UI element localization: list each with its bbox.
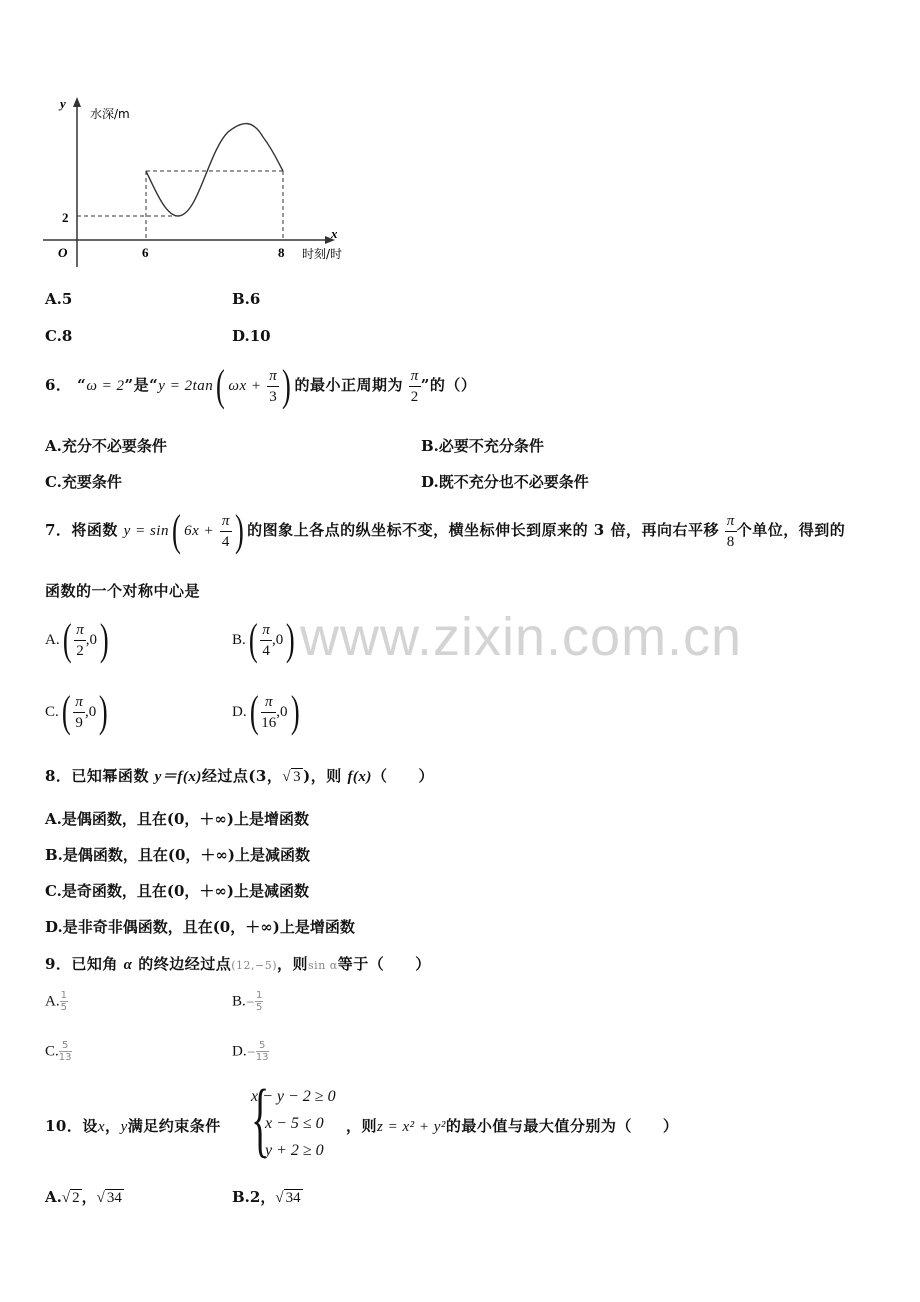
question-8: 8．已知幂函数 y＝f(x)经过点(3，√ 3 )，则 f(x)（ ） [45, 767, 434, 785]
q6-end: ”的（） [420, 376, 477, 394]
q8-option-d[interactable]: D.是非奇非偶函数，且在(0，＋∞)上是增函数 [45, 918, 355, 936]
q6-left-paren: ( [216, 361, 226, 410]
q5-option-c[interactable]: C.8 [45, 327, 73, 345]
q7-option-a[interactable]: A.( $\frac{\pi}{2}$ ,0) [45, 615, 109, 664]
q8-option-c[interactable]: C.是奇函数，且在(0，＋∞)上是减函数 [45, 882, 310, 900]
q6-pi-over-2: $\frac{\pi}{2}$ [410, 367, 419, 405]
q7-pi-over-4: $\frac{\pi}{4}$ [221, 512, 230, 550]
y-axis-letter: y [60, 96, 66, 111]
question-10-tail: ，则z = x² + y²的最小值与最大值分别为（ ） [346, 1117, 679, 1135]
q6-right-paren: ) [282, 361, 292, 410]
x-axis-label: 时刻/时 [302, 247, 343, 261]
q6-argument: ωx + [228, 378, 262, 394]
q7-tail: 个单位，得到的 [736, 521, 846, 539]
q7-option-d[interactable]: D.( $\frac{\pi}{16}$ ,0) [232, 687, 300, 736]
q7-option-b[interactable]: B.( $\frac{\pi}{4}$ ,0) [232, 615, 295, 664]
q5-option-d[interactable]: D.10 [232, 327, 271, 345]
q6-number: 6． [45, 376, 72, 394]
question-6 [45, 361, 477, 410]
question-9: 9．已知角 α 的终边经过点(12,−5)，则sin α等于（ ） [45, 955, 431, 973]
q6-option-d[interactable]: D.既不充分也不必要条件 [421, 473, 589, 491]
q10-brace: { [251, 1073, 270, 1166]
q7-argument: 6x + [184, 523, 215, 539]
q10-option-a[interactable]: A.√ 2 ，√ 34 [45, 1188, 122, 1206]
question-7 [45, 506, 846, 555]
watermark: www.zixin.com.cn [300, 607, 743, 667]
q5-option-a[interactable]: A.5 [45, 290, 73, 308]
q8-power-function: y＝f(x) [154, 769, 202, 785]
sine-curve [146, 124, 283, 216]
q7-left-paren: ( [172, 506, 182, 555]
q6-option-b[interactable]: B.必要不充分条件 [421, 437, 544, 455]
q9-option-d[interactable]: D.− $\frac{5}{13}$ [232, 1040, 269, 1063]
y-axis-arrow [73, 97, 81, 107]
question-10-lead: 10．设x，y满足约束条件 [45, 1117, 221, 1135]
x-tick-6: 6 [142, 245, 149, 260]
q9-alpha: α [123, 957, 133, 973]
q7-middle: 的图象上各点的纵坐标不变，横坐标伸长到原来的 3 倍，再向右平移 [247, 521, 719, 539]
q5-option-b[interactable]: B.6 [232, 290, 261, 308]
q7-line2: 函数的一个对称中心是 [45, 582, 201, 600]
q6-is: ”是“ [124, 376, 159, 394]
x-tick-8: 8 [278, 245, 285, 260]
q6-function: y = 2tan [158, 378, 214, 394]
x-axis-letter: x [331, 226, 338, 241]
q6-option-c[interactable]: C.充要条件 [45, 473, 122, 491]
q6-condition: ω = 2 [86, 378, 125, 394]
q7-function: y = sin [123, 523, 169, 539]
origin-label: O [58, 245, 68, 260]
q9-option-a[interactable]: A. $\frac{1}{5}$ [45, 990, 67, 1013]
q9-sin-alpha: sin α [308, 959, 338, 972]
q10-option-b[interactable]: B.2，√ 34 [232, 1188, 301, 1206]
q10-y: y [120, 1119, 128, 1135]
q7-pi-over-8: $\frac{\pi}{8}$ [726, 512, 735, 550]
q9-option-c[interactable]: C. $\frac{5}{13}$ [45, 1040, 72, 1063]
q6-open-quote: “ [77, 376, 87, 394]
q8-option-a[interactable]: A.是偶函数，且在(0，＋∞)上是增函数 [45, 810, 309, 828]
q10-constraint-2: x − 5 ≤ 0 [265, 1115, 324, 1132]
q10-constraint-1: x − y − 2 ≥ 0 [251, 1088, 336, 1105]
q8-option-b[interactable]: B.是偶函数，且在(0，＋∞)上是减函数 [45, 846, 311, 864]
q7-number: 7．将函数 [45, 521, 118, 539]
q6-pi-over-3: $\frac{\pi}{3}$ [269, 367, 278, 405]
q10-objective: z = x² + y² [377, 1119, 446, 1135]
y-axis-label: 水深/m [90, 107, 130, 121]
q9-option-b[interactable]: B.− $\frac{1}{5}$ [232, 990, 263, 1013]
y-tick-2: 2 [62, 210, 69, 225]
q7-option-c[interactable]: C.( $\frac{\pi}{9}$ ,0) [45, 687, 108, 736]
q7-right-paren: ) [234, 506, 245, 555]
q9-point: (12,−5) [231, 959, 278, 972]
q6-tail: 的最小正周期为 [294, 376, 403, 394]
q6-option-a[interactable]: A.充分不必要条件 [45, 437, 167, 455]
water-depth-graph [38, 92, 368, 267]
q10-x: x [97, 1119, 106, 1135]
q8-sqrt3: √ 3 [282, 769, 302, 785]
q10-constraint-3: y + 2 ≥ 0 [265, 1142, 324, 1159]
